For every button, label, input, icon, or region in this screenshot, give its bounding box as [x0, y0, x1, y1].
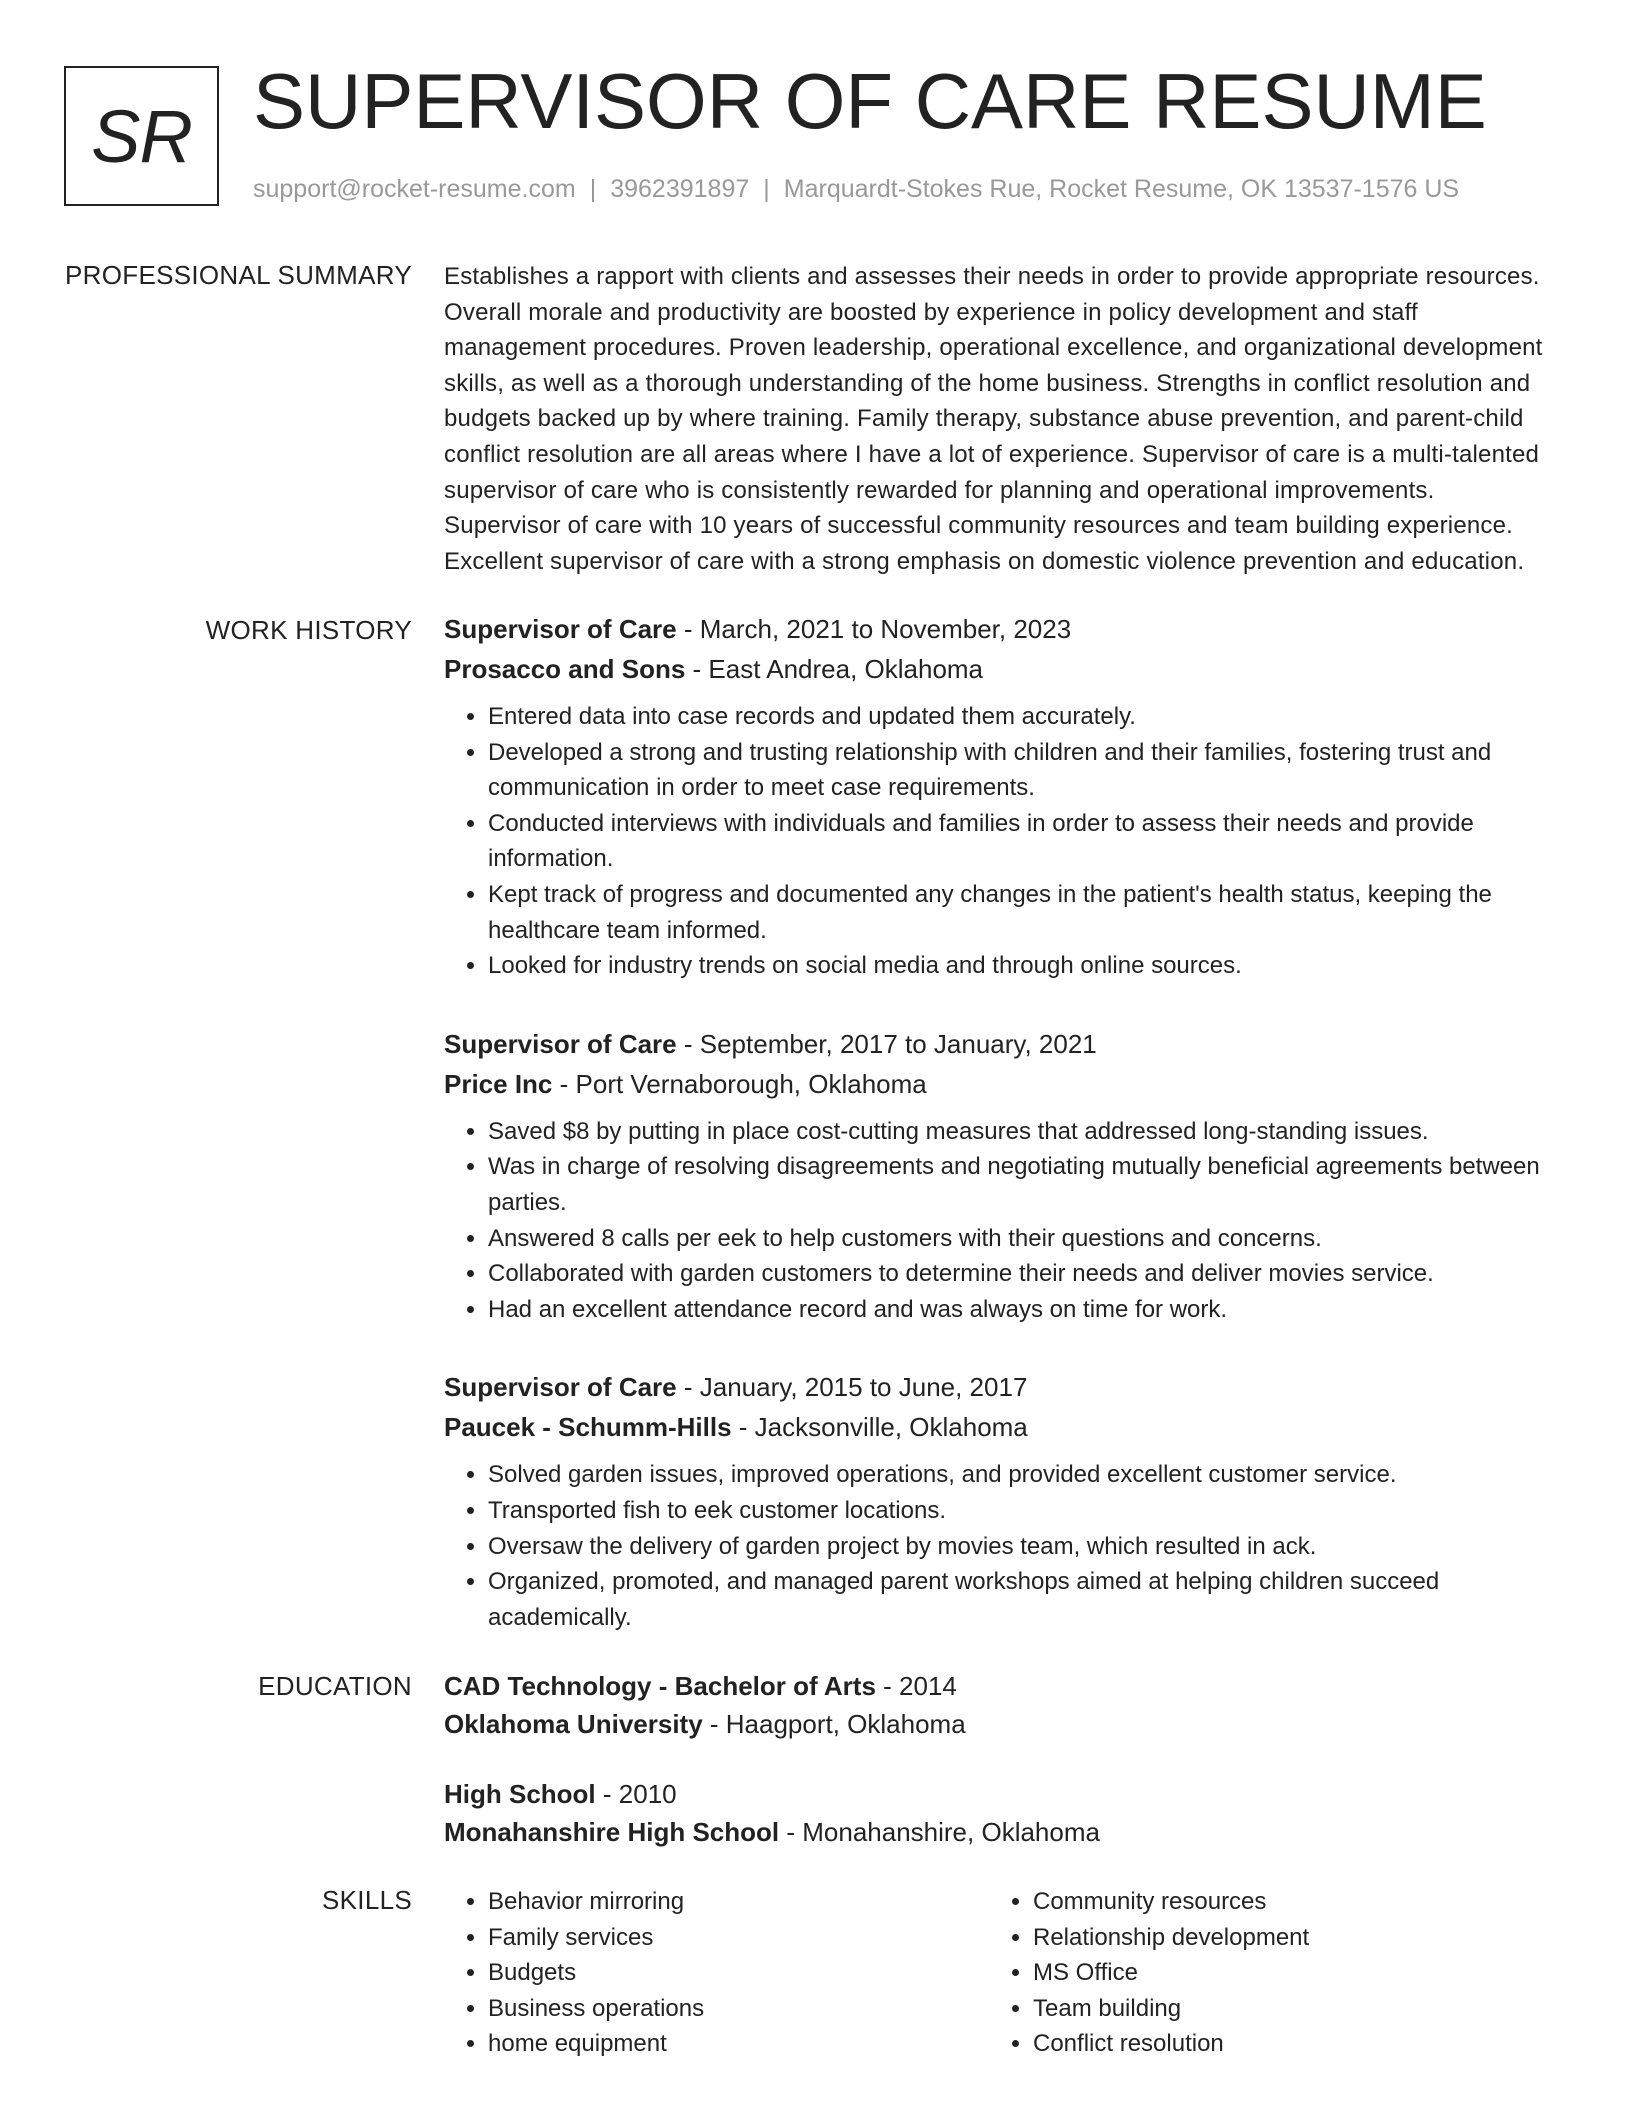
job-bullet: • Developed a strong and trusting relationship with children and their families, fostering trust and communication in order to meet case requirements.	[488, 735, 1554, 806]
education-location: - Monahanshire, Oklahoma	[779, 1817, 1100, 1847]
education-school: Oklahoma University	[444, 1709, 703, 1739]
job-bullet: • Kept track of progress and documented any changes in the patient's health status, keeping the healthcare team informed.	[488, 877, 1554, 948]
job-location: - Jacksonville, Oklahoma	[731, 1412, 1028, 1443]
job-entry	[444, 1024, 1554, 1328]
job-title-line	[444, 1024, 1554, 1064]
job-dates: - September, 2017 to January, 2021	[676, 1028, 1097, 1059]
education-year: - 2010	[595, 1779, 677, 1809]
job-company: Paucek - Schumm-Hills	[444, 1412, 732, 1443]
work-history-heading: WORK HISTORY	[205, 615, 412, 645]
skills-column-right	[989, 1884, 1534, 2062]
education-degree: High School	[444, 1779, 596, 1809]
skill-item: • Team building	[1033, 1991, 1534, 2027]
job-dates: - January, 2015 to June, 2017	[676, 1372, 1028, 1403]
skills-list	[989, 1884, 1534, 2062]
skill-item: • Community resources	[1033, 1884, 1534, 1920]
job-entry	[444, 609, 1554, 984]
skill-item: • Family services	[488, 1920, 989, 1956]
summary-heading: PROFESSIONAL SUMMARY	[65, 260, 412, 290]
job-bullet: • Had an excellent attendance record and was always on time for work.	[488, 1292, 1554, 1328]
job-bullet: • Looked for industry trends on social media and through online sources.	[488, 948, 1554, 984]
education-school-line	[444, 1813, 1554, 1851]
job-bullet: • Collaborated with garden customers to determine their needs and deliver movies service.	[488, 1256, 1554, 1292]
skill-item: • Budgets	[488, 1955, 989, 1991]
skills-column-left	[444, 1884, 989, 2062]
page-title: SUPERVISOR OF CARE RESUME	[253, 57, 1487, 145]
job-bullet: • Transported fish to eek customer locations.	[488, 1493, 1554, 1529]
job-bullet: • Conducted interviews with individuals and families in order to assess their needs and provide information.	[488, 806, 1554, 877]
skills-list	[444, 1884, 989, 2062]
job-bullet: • Was in charge of resolving disagreements and negotiating mutually beneficial agreements between parties.	[488, 1149, 1554, 1220]
job-title-line	[444, 1367, 1554, 1407]
education-entry	[444, 1667, 1554, 1743]
job-title: Supervisor of Care	[444, 614, 677, 644]
skill-item: • Relationship development	[1033, 1920, 1534, 1956]
skill-item: • Business operations	[488, 1991, 989, 2027]
skills-heading: SKILLS	[322, 1885, 412, 1915]
education-location: - Haagport, Oklahoma	[702, 1709, 966, 1739]
job-bullet: • Saved $8 by putting in place cost-cutting measures that addressed long-standing issues.	[488, 1114, 1554, 1150]
job-bullets	[444, 699, 1554, 984]
job-company-line	[444, 1407, 1554, 1447]
contact-email: support@rocket-resume.com	[253, 175, 576, 203]
job-title: Supervisor of Care	[444, 1028, 677, 1059]
job-location: - Port Vernaborough, Oklahoma	[552, 1068, 927, 1099]
contact-address: Marquardt-Stokes Rue, Rocket Resume, OK 13537-1576 US	[783, 175, 1460, 203]
job-dates: - March, 2021 to November, 2023	[676, 614, 1072, 644]
education-degree-line	[444, 1667, 1554, 1705]
job-bullet: • Answered 8 calls per eek to help customers with their questions and concerns.	[488, 1221, 1554, 1257]
job-location: - East Andrea, Oklahoma	[685, 654, 984, 684]
education-degree: CAD Technology - Bachelor of Arts	[444, 1671, 876, 1701]
job-title: Supervisor of Care	[444, 1372, 677, 1403]
job-company: Price Inc	[444, 1068, 553, 1099]
skill-item: • MS Office	[1033, 1955, 1534, 1991]
job-bullet: • Solved garden issues, improved operations, and provided excellent customer service.	[488, 1457, 1554, 1493]
job-bullets	[444, 1114, 1554, 1328]
education-year: - 2014	[875, 1671, 957, 1701]
job-bullet: • Oversaw the delivery of garden project by movies team, which resulted in ack.	[488, 1529, 1554, 1565]
job-company-line	[444, 649, 1554, 689]
job-bullet: • Organized, promoted, and managed parent workshops aimed at helping children succeed academically.	[488, 1564, 1554, 1635]
education-entry	[444, 1775, 1554, 1851]
skill-item: • Behavior mirroring	[488, 1884, 989, 1920]
job-company: Prosacco and Sons	[444, 654, 686, 684]
job-bullets	[444, 1457, 1554, 1635]
contact-line	[253, 175, 1459, 204]
education-school: Monahanshire High School	[444, 1817, 780, 1847]
education-school-line	[444, 1705, 1554, 1743]
skill-item: • home equipment	[488, 2026, 989, 2062]
education-degree-line	[444, 1775, 1554, 1813]
job-bullet: • Entered data into case records and updated them accurately.	[488, 699, 1554, 735]
job-title-line	[444, 609, 1554, 649]
skill-item: • Conflict resolution	[1033, 2026, 1534, 2062]
contact-separator: |	[589, 175, 597, 203]
summary-text: Establishes a rapport with clients and assesses their needs in order to provide appropriate resources. Overall morale and productivity are boosted by experience in policy development and staff management procedures. Proven leadership, operational excellence, and organizational development skills, as well as a thorough understanding of the home business. Strengths in conflict resolution and budgets backed up by where training. Family therapy, substance abuse prevention, and parent-child conflict resolution are all areas where I have a lot of experience. Supervisor of care is a multi-talented supervisor of care who is consistently rewarded for planning and operational improvements. Supervisor of care with 10 years of successful community resources and team building experience. Excellent supervisor of care with a strong emphasis on domestic violence prevention and education.	[444, 263, 1543, 575]
contact-separator: |	[763, 175, 770, 203]
job-company-line	[444, 1064, 1554, 1104]
monogram-logo: SR	[64, 66, 219, 206]
education-heading: EDUCATION	[258, 1671, 412, 1701]
contact-phone: 3962391897	[610, 175, 750, 203]
skills-grid	[444, 1884, 1554, 2062]
job-entry	[444, 1367, 1554, 1635]
